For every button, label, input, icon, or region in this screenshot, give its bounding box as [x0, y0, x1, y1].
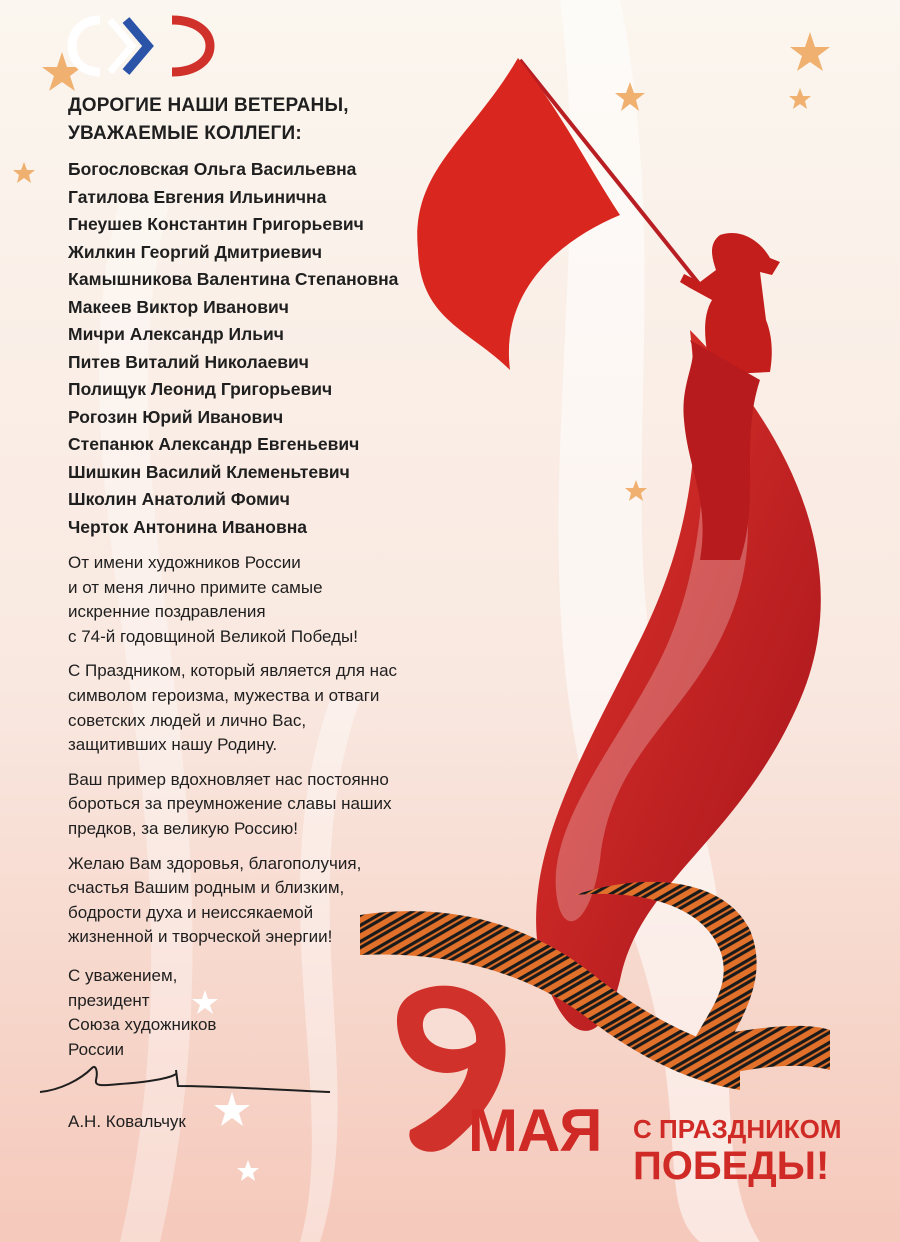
list-item: Жилкин Георгий Дмитриевич — [68, 241, 323, 262]
banner-line-2: ПОБЕДЫ! — [633, 1144, 830, 1188]
list-item: Макеев Виктор Иванович — [68, 296, 289, 317]
signatory-name: А.Н. Ковальчук — [68, 1112, 186, 1131]
list-item: Полищук Леонид Григорьевич — [68, 379, 333, 399]
paragraph-line: Желаю Вам здоровья, благополучия, — [68, 853, 362, 873]
paragraph-line: бороться за преумножение славы наших — [68, 794, 392, 814]
list-item: Питев Виталий Николаевич — [68, 351, 309, 372]
paragraph-line: С Праздником, который является для нас — [68, 661, 398, 681]
signature-line: Союза художников — [68, 1015, 217, 1035]
list-item: Школин Анатолий Фомич — [68, 489, 290, 509]
paragraph-line: счастья Вашим родным и близким, — [68, 878, 345, 898]
list-item: Мичри Александр Ильич — [68, 324, 284, 344]
paragraph-line: Ваш пример вдохновляет нас постоянно — [68, 769, 389, 789]
list-item: Степанюк Александр Евгеньевич — [68, 434, 360, 454]
signature-line: президент — [68, 990, 150, 1010]
list-item: Камышникова Валентина Степановна — [68, 269, 399, 289]
greeting-line-1: ДОРОГИЕ НАШИ ВЕТЕРАНЫ, — [68, 95, 349, 116]
paragraph-line: символом героизма, мужества и отваги — [68, 685, 380, 705]
list-item: Богословская Ольга Васильевна — [68, 159, 357, 179]
paragraph-line: с 74-й годовщиной Великой Победы! — [68, 626, 358, 646]
signature-block — [68, 964, 438, 1062]
banner-month: МАЯ — [468, 1097, 602, 1164]
paragraph-line: предков, за великую Россию! — [68, 818, 298, 838]
list-item: Рогозин Юрий Иванович — [68, 406, 284, 427]
paragraph-line: бодрости духа и неиссякаемой — [68, 902, 314, 922]
paragraph-line: советских людей и лично Вас, — [68, 710, 307, 730]
paragraph-greeting — [68, 551, 438, 649]
paragraph-line: От имени художников России — [68, 553, 301, 572]
paragraph-line: жизненной и творческой энергии! — [68, 927, 333, 947]
paragraph-holiday — [68, 659, 438, 757]
paragraph-wishes — [68, 852, 438, 950]
signature-line: России — [68, 1039, 125, 1059]
paragraph-example — [68, 768, 438, 842]
greeting-line-2: УВАЖАЕМЫЕ КОЛЛЕГИ: — [68, 123, 302, 144]
letter-body — [68, 92, 438, 1062]
list-item: Черток Антонина Ивановна — [68, 516, 308, 537]
banner-line-1: С ПРАЗДНИКОМ — [633, 1114, 842, 1144]
list-item: Гатилова Евгения Ильинична — [68, 186, 327, 207]
greeting — [68, 92, 438, 148]
veterans-list — [68, 156, 438, 541]
list-item: Шишкин Василий Клеменьтевич — [68, 461, 350, 482]
paragraph-line: защитивших нашу Родину. — [68, 735, 278, 755]
paragraph-line: искренние поздравления — [68, 602, 266, 622]
paragraph-line: и от меня лично примите самые — [68, 577, 323, 597]
signature-line: С уважением, — [68, 965, 178, 985]
list-item: Гнеушев Константин Григорьевич — [68, 214, 364, 234]
